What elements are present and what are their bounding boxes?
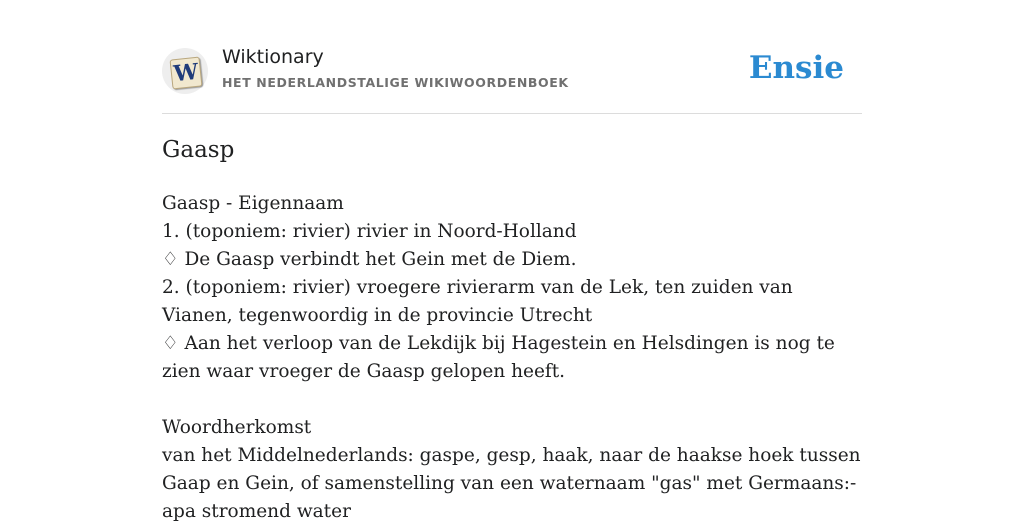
definition-1: 1. (toponiem: rivier) rivier in Noord-Holland	[162, 221, 577, 242]
ensie-brand-logo[interactable]: Ensie	[748, 50, 844, 86]
definition-2: 2. (toponiem: rivier) vroegere rivierarm van de Lek, ten zuiden van Vianen, tegenwoordig in de provincie Utrecht	[162, 277, 793, 326]
spacer	[162, 386, 862, 414]
page-title: Gaasp	[162, 137, 235, 163]
entry-content	[162, 190, 862, 526]
etymology-text: van het Middelnederlands: gaspe, gesp, haak, naar de haakse hoek tussen Gaap en Gein, of samenstelling van een waternaam "gas" met Germaans:-apa stromend water	[162, 445, 861, 522]
page-container	[162, 0, 862, 522]
example-1: ♢ De Gaasp verbindt het Gein met de Diem.	[162, 249, 577, 270]
site-header	[162, 0, 862, 114]
site-name[interactable]: Wiktionary	[222, 46, 324, 68]
entry-heading: Gaasp - Eigennaam	[162, 193, 344, 214]
wiktionary-logo[interactable]	[162, 48, 208, 94]
site-tagline: HET NEDERLANDSTALIGE WIKIWOORDENBOEK	[222, 75, 569, 90]
example-2: ♢ Aan het verloop van de Lekdijk bij Hagestein en Helsdingen is nog te zien waar vroeger de Gaasp gelopen heeft.	[162, 333, 835, 382]
w-tile-icon: W	[170, 57, 203, 90]
etymology-heading: Woordherkomst	[162, 417, 312, 438]
